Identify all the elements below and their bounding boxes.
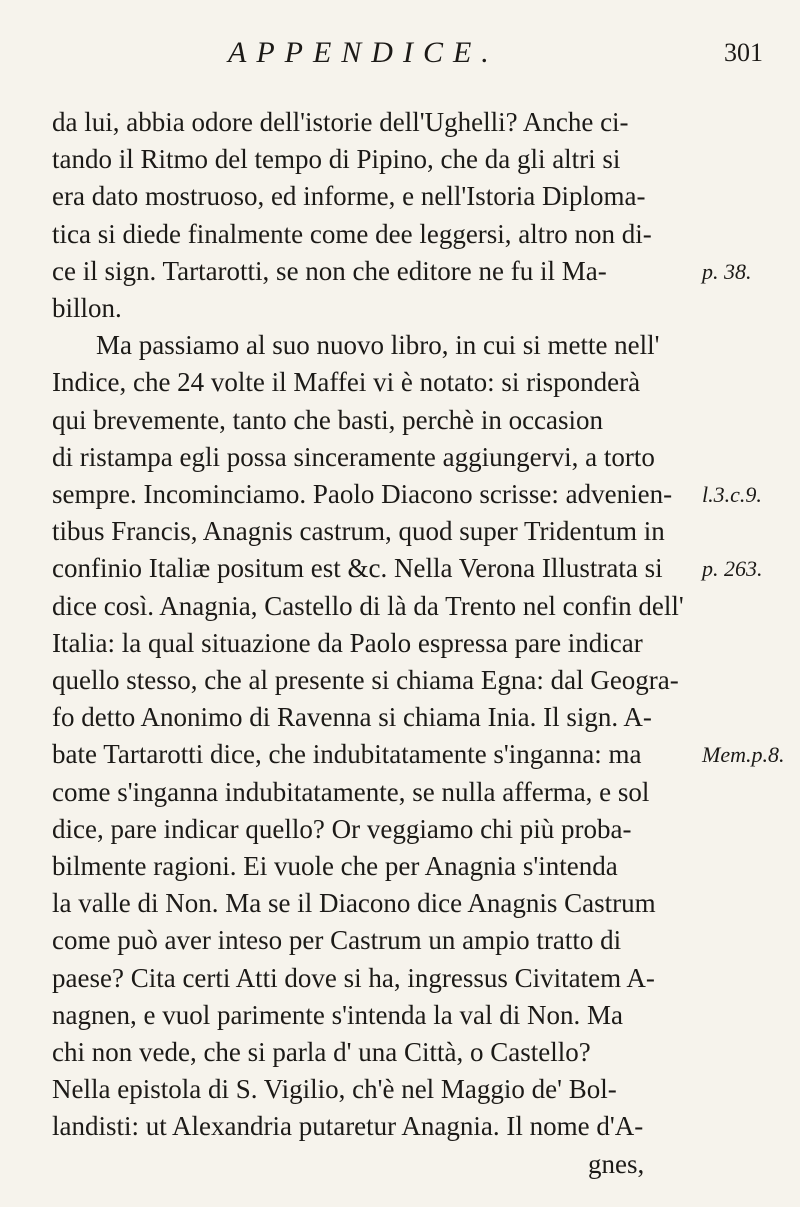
catchword: gnes, <box>588 1148 645 1179</box>
text-line: Italia: la qual situazione da Paolo espressa pare indicar <box>52 627 643 658</box>
margin-note: l.3.c.9. <box>702 482 762 507</box>
text-line: tando il Ritmo del tempo di Pipino, che da gli altri si <box>52 144 621 175</box>
text-line: tica si diede finalmente come dee leggersi, altro non di- <box>52 218 652 249</box>
text-line: Ma passiamo al suo nuovo libro, in cui si mette nell' <box>96 330 660 361</box>
text-line: come s'inganna indubitatamente, se nulla afferma, e sol <box>52 776 650 807</box>
text-line: chi non vede, che si parla d' una Città, o Castello? <box>52 1037 591 1067</box>
text-line: la valle di Non. Ma se il Diacono dice Anagnis Castrum <box>52 888 656 919</box>
text-line: quello stesso, che al presente si chiama Egna: dal Geogra- <box>52 665 679 695</box>
text-line: era dato mostruoso, ed informe, e nell'Istoria Diploma- <box>52 181 646 212</box>
text-line: landisti: ut Alexandria putaretur Anagnia. Il nome d'A- <box>52 1111 644 1142</box>
text-line: sempre. Incominciamo. Paolo Diacono scrisse: advenien- <box>52 479 673 509</box>
margin-note: p. 263. <box>702 556 763 582</box>
text-line: billon. <box>52 293 122 323</box>
text-line: da lui, abbia odore dell'istorie dell'Ughelli? Anche ci- <box>52 107 629 137</box>
text-line: bilmente ragioni. Ei vuole che per Anagnia s'intenda <box>52 851 618 881</box>
text-line: qui brevemente, tanto che basti, perchè in occasion <box>52 404 604 435</box>
text-line: Indice, che 24 volte il Maffei vi è notato: si risponderà <box>52 367 641 398</box>
text-line: dice, pare indicar quello? Or veggiamo chi più proba- <box>52 813 632 844</box>
text-line: come può aver inteso per Castrum un ampio tratto di <box>52 925 622 956</box>
text-line: nagnen, e vuol parimente s'intenda la val di Non. Ma <box>52 999 623 1030</box>
page-header <box>0 36 800 76</box>
text-line: confinio Italiæ positum est &c. Nella Verona Illustrata si <box>52 553 663 584</box>
text-line: di ristampa egli possa sinceramente aggiungervi, a torto <box>52 441 655 472</box>
margin-note: Mem.p.8. <box>702 742 785 768</box>
text-line: dice così. Anagnia, Castello di là da Trento nel confin dell' <box>52 590 684 621</box>
margin-note: p. 38. <box>702 258 752 284</box>
text-line: tibus Francis, Anagnis castrum, quod super Tridentum in <box>52 516 665 547</box>
text-line: ce il sign. Tartarotti, se non che editore ne fu il Ma- <box>52 255 607 286</box>
text-line: fo detto Anonimo di Ravenna si chiama Inia. Il sign. A- <box>52 702 652 733</box>
text-line: bate Tartarotti dice, che indubitatamente s'inganna: ma <box>52 739 642 770</box>
text-line: paese? Cita certi Atti dove si ha, ingressus Civitatem A- <box>52 962 655 993</box>
text-line: Nella epistola di S. Vigilio, ch'è nel Maggio de' Bol- <box>52 1074 617 1105</box>
running-title: APPENDICE. <box>228 36 499 69</box>
page-number: 301 <box>724 38 763 67</box>
